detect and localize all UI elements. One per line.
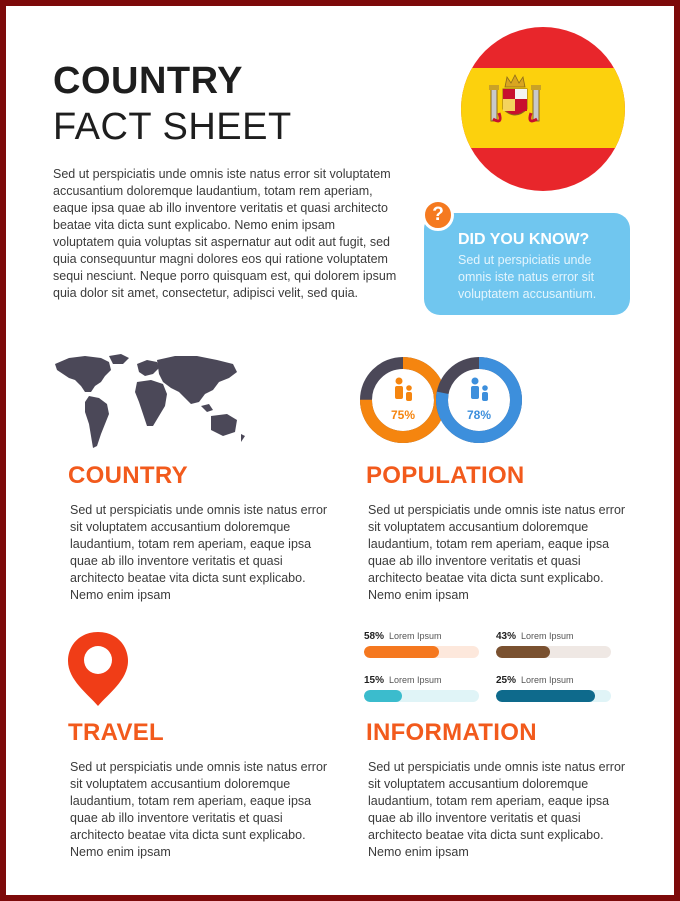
country-text: Sed ut perspiciatis unde omnis iste natus error sit voluptatem accusantium doloremque laudantium, totam rem aperiam, eaque ipsa quae ab illo inventore veritatis et quasi architecto beatae vita dicta sunt explicabo. Nemo enim ipsam	[70, 503, 328, 602]
bar-4-percent: 25%	[496, 675, 517, 686]
information-text: Sed ut perspiciatis unde omnis iste natus error sit voluptatem accusantium doloremque laudantium, totam rem aperiam, eaque ipsa quae ab illo inventore veritatis et quasi architecto beatae vita dicta sunt explicabo. Nemo enim ipsam	[368, 760, 626, 859]
country-title: COUNTRY	[68, 462, 188, 489]
fact-sheet-page	[6, 6, 674, 895]
bar-2-fill	[496, 646, 550, 658]
travel-text: Sed ut perspiciatis unde omnis iste natus error sit voluptatem accusantium doloremque laudantium, totam rem aperiam, eaque ipsa quae ab illo inventore veritatis et quasi architecto beatae vita dicta sunt explicabo. Nemo enim ipsam	[70, 760, 328, 859]
intro-text: Sed ut perspiciatis unde omnis iste natus error sit voluptatem accusantium doloremque laudantium, totam rem aperiam, eaque ipsa quae ab illo inventore veritatis et quasi architecto beatae vita dicta sunt explicabo. Nemo enim ipsam voluptatem quia voluptas sit aspernatur aut odit aut fugit, sed quia consequuntur magni dolores eos qui ratione voluptatem sequi nesciunt. Neque porro quisquam est, qui dolorem ipsum quia dolor sit amet, consectetur, adipisci velit, sed quia.	[53, 167, 397, 300]
location-pin-icon	[66, 630, 130, 708]
world-map-icon	[51, 352, 247, 452]
bar-2-percent: 43%	[496, 631, 517, 642]
bar-4-fill	[496, 690, 595, 702]
progress-bar-1	[364, 631, 479, 658]
spain-flag-icon	[461, 27, 625, 191]
title-bold: COUNTRY	[53, 60, 243, 102]
bar-3-percent: 15%	[364, 675, 385, 686]
bar-2-label: Lorem Ipsum	[521, 631, 574, 641]
bar-3-fill	[364, 690, 402, 702]
bar-4-track	[496, 690, 611, 702]
bar-4-label: Lorem Ipsum	[521, 675, 574, 685]
population-donut-chart	[360, 354, 524, 446]
bar-1-track	[364, 646, 479, 658]
did-you-know-box	[424, 213, 630, 315]
progress-bar-3	[364, 675, 479, 702]
title-light: FACT SHEET	[53, 106, 292, 148]
information-title: INFORMATION	[366, 719, 537, 746]
progress-bar-4	[496, 675, 611, 702]
bar-1-fill	[364, 646, 439, 658]
donut-label-2: 78%	[466, 408, 492, 422]
progress-bar-2	[496, 631, 611, 658]
bar-3-label: Lorem Ipsum	[389, 675, 442, 685]
bar-1-percent: 58%	[364, 631, 385, 642]
population-title: POPULATION	[366, 462, 525, 489]
bar-2-track	[496, 646, 611, 658]
travel-title: TRAVEL	[68, 719, 165, 746]
did-you-know-title: DID YOU KNOW?	[458, 231, 590, 248]
did-you-know-text: Sed ut perspiciatis unde omnis iste natus error sit voluptatem accusantium.	[458, 253, 597, 301]
question-badge-icon: ?	[422, 199, 454, 231]
bar-3-track	[364, 690, 479, 702]
population-text: Sed ut perspiciatis unde omnis iste natus error sit voluptatem accusantium doloremque laudantium, totam rem aperiam, eaque ipsa quae ab illo inventore veritatis et quasi architecto beatae vita dicta sunt explicabo. Nemo enim ipsam	[368, 503, 626, 602]
donut-label-1: 75%	[390, 408, 416, 422]
bar-1-label: Lorem Ipsum	[389, 631, 442, 641]
